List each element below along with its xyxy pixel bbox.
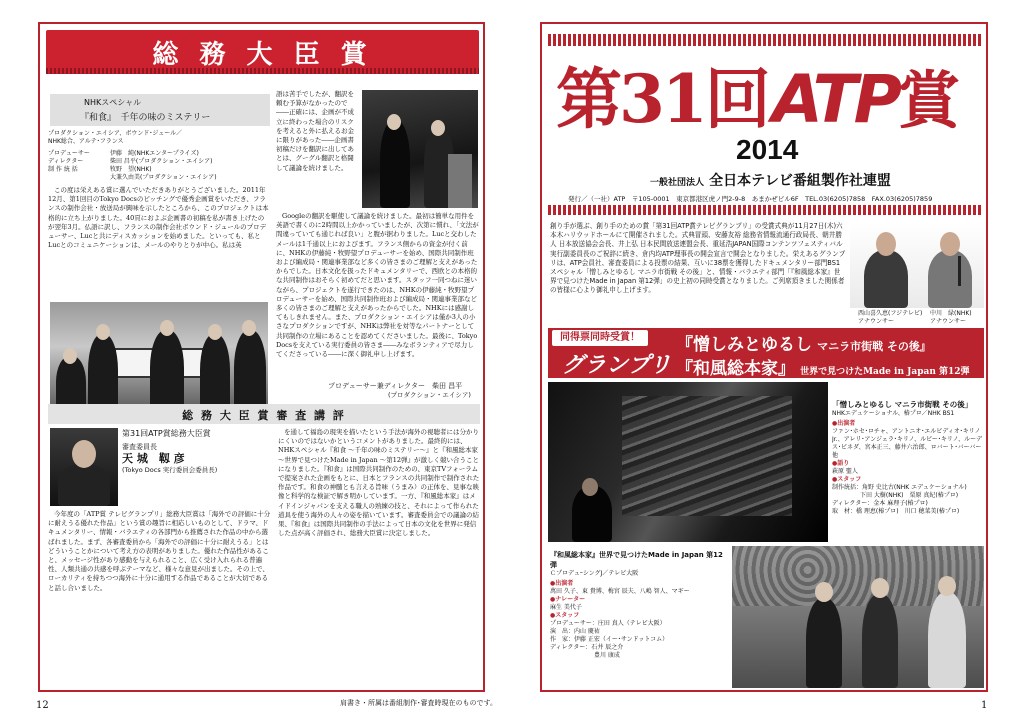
hosts-photo <box>850 222 984 308</box>
org-name: 全日本テレビ番組製作社連盟 <box>709 173 891 189</box>
person-silhouette <box>234 330 266 414</box>
person-head <box>815 582 833 602</box>
award1-producer: NHKエデュケーショナル、椿プロ／NHK BS1 <box>832 410 955 417</box>
award2-narrator-label: ●ナレーター <box>550 596 586 603</box>
award2-staff: 豊川 康成 <box>594 652 620 659</box>
person-head <box>63 348 77 364</box>
credit-row: 大兼久由美(プロダクション・エイシア) <box>110 174 217 181</box>
publisher-info: 発行／（一社）ATP 〒105-0001 東京都港区虎ノ門2-9-8 あまかぜビル6F TEL.03(6205)7858 FAX.03(6205)7859 <box>568 195 933 203</box>
award1-staff-label: ●スタッフ <box>832 476 862 483</box>
person-head <box>871 578 889 598</box>
reviewer-award: 第31回ATP賞総務大臣賞 <box>122 429 211 438</box>
person-silhouette <box>200 334 230 414</box>
gp1-subtitle: マニラ市街戦 その後』 <box>817 340 931 353</box>
person-head <box>387 114 401 130</box>
gp1-line <box>676 330 931 355</box>
header-stripe-top <box>548 34 982 46</box>
production-line1: プロダクション・エイシア、ボウンド･ジュール／ <box>48 130 183 137</box>
credit-row: 制 作 統 括 牧野 望(NHK) <box>48 166 152 173</box>
archive-screen <box>622 396 792 516</box>
signature-role: プロデューサー兼ディレクター 柴田 昌平 <box>328 382 463 390</box>
title-award: 賞 <box>898 64 961 137</box>
award1-narrator-label: ●語り <box>832 460 850 467</box>
review-column-1: 今年度の「ATP賞 テレビグランプリ」総務大臣賞は「海外での評価に十分に耐えうる優れた作品」という賞の趣旨に相応しいものとして、ドラマ、ドキュメンタリー、情報・バラエティの各部門から推薦された作品の中から選ばれました。まず、各審査委員から「海外での評価に十分に耐えうる」とはどういうことかについて考え方の表明がありました。優れた作品性があること、メッセージ性があり感動を与えられること、広く受け入れられる普遍性、人類共通の共感を呼ぶテーマなど、様々な意見が出ました。その上で、ローカリティを持ちつつ海外に十分に通用する作品であることが大切であると話し合いました。 <box>48 510 271 592</box>
award2-staff: 演 出：内山 慶祐 <box>550 628 600 635</box>
award2-staff: ディレクター：石井 辰之介 <box>550 644 624 651</box>
award2-staff: 作 家：伊藤 正宏（イー･サンドットコム） <box>550 636 669 643</box>
award2-producer: ＣプロデュｰシングJ／テレビ大阪 <box>550 570 639 577</box>
host-2-name: 中川 緑(NHK) <box>930 310 972 317</box>
person-head <box>242 320 256 336</box>
header-stripe-bottom <box>548 205 982 215</box>
person-silhouette <box>928 250 972 308</box>
org-prefix: 一般社団法人 <box>650 178 705 188</box>
gp2-subtitle: 世界で見つけたMade in Japan 第12弾 <box>800 367 970 377</box>
reviewer-name: 天 城 靱 彦 <box>122 452 185 465</box>
gp1-title: 『憎しみとゆるし <box>676 335 812 355</box>
simultaneous-badge: 同得票同時受賞！ <box>552 330 648 346</box>
person-head <box>876 232 896 256</box>
reviewer-box <box>122 428 272 508</box>
signature-org: (プロダクション・エイシア) <box>388 391 471 399</box>
award1-details <box>832 400 984 550</box>
award2-title: 『和風総本家』世界で見つけたMade in Japan 第12弾 <box>550 551 723 569</box>
person-head <box>160 320 174 336</box>
body-column-3: Googleの翻訳を駆使して議論を続けました。最初は簡単な用件を英語で書くのに2時間以上かかっていましたが、次第に慣れ、「文法が間違っていても通じれば良い」と腹が据わりました。Lucと交わしたメールは1千通以上におよびます。フランス側からの資金が付く前に、NHKの伊藤純・牧野望プロデューサーを始め、国際共同制作班および編成局・関連事業部など多くの皆さまのご理解と支えがあったからでした。日本文化を扱ったドキュメンタリーで、西欧との本格的な共同制作はおそらく初めてだと思います。スタッフ一同つねに迷いながら、プロジェクトを遂行できたのは、NHKの伊藤純・牧野望プロデューサーを始め、国際共同制作班および編成局・関連事業部など多くの皆さまのご理解と支えがあったからでした。NHKには感謝してもしきれません。また、プロダクション・エイシアは僅か3人の小さなプロダクションですが、NHKは弊社を対等なパートナーとして共同制作の立場にあることを認めてくださいました。最後に、Tokyo Docsを支えている実行委員の皆さま――みなボランティアで尽力してくださっている――に深く御礼申し上げます。 <box>276 212 479 359</box>
host-2-role: アナウンサー <box>930 318 967 325</box>
title-atp: ATP <box>771 61 899 138</box>
award1-title: 「憎しみとゆるし マニラ市街戦 その後」 <box>832 400 973 409</box>
ceremony-group-photo <box>50 302 268 414</box>
host-1 <box>858 310 922 326</box>
person-silhouette <box>380 120 410 208</box>
title-banner <box>46 30 479 74</box>
grand-prix-label: グランプリ <box>562 352 672 378</box>
footer-note: 肩書き・所属は番組制作･審査時現在のものです。 <box>340 699 497 707</box>
award2-details <box>550 550 728 690</box>
review-column-2: を通して福島の現実を描いたという手法が海外の視聴者には分かりにくいのではないかというコメントがありました。最終的には、NHKスペシャル『和食 ～千年の味のミステリー～』と『和風総本家 ～世界で見つけたMade in Japan ～第12弾』が激しく競い合うことになりました。『和食』は国際共同制作のための、東京TVフォーラムで提案された企画をもとに、日本とフランスの共同制作で制作された作品です。和食の神髄とも言える旨味（うまみ）の正体を、見事な映像と科学的な検証で解き明かしています。一方、『和風総本家』はメイドインジャパンを支える職人の熟練の技と、それによって作られた道具を使う海外の人々の姿を描いています。審査委員会での議論の結果、『和食』は国際共同制作の手法によって日本の文化を世界に発信した点が高く評価され、総務大臣賞に決定しました。 <box>278 428 480 538</box>
person-silhouette <box>58 464 110 506</box>
header-title <box>556 46 976 142</box>
production-line2: NHK総合、アルテ･フランス <box>48 138 124 145</box>
award2-staff-label: ●スタッフ <box>550 612 580 619</box>
person-head <box>582 478 598 496</box>
title-edition: 第31回 <box>556 60 768 138</box>
right-page <box>540 22 988 692</box>
award1-cast: ファン･ホセ･ロチャ、アントニオ･エルビディオ･キリノ Jr.、アレリ･アンジェラ･キリノ、ルビー･キリノ、ルーデス･ビネダ、宮本正三、藤井六治郎、ロバート･バーバー他 <box>832 428 983 459</box>
award1-staff: ディレクター：金本 麻理子(椿プロ) <box>832 500 928 507</box>
host-1-name: 西山喜久恵(フジテレビ) <box>858 310 923 317</box>
person-silhouette <box>862 594 898 688</box>
award1-cast-label: ●出演者 <box>832 420 856 427</box>
award2-cast: 萬田 久子、東 貴博、梅宮 辰夫、八嶋 智人、マギー <box>550 588 690 595</box>
reviewer-photo <box>50 428 118 506</box>
award-title: 総 務 大 臣 賞 <box>152 40 373 70</box>
person-silhouette <box>150 330 184 414</box>
award2-staff: プロデューサー：庄田 真人（テレビ大阪） <box>550 620 666 627</box>
speech-photo <box>362 90 478 208</box>
body-column-2: 語は苦手でしたが、翻訳を頼む予算がなかったので――正確には、企画が不成立に終わった場合のリスクを考えると外に払えるお金に限りがあった――企画書初稿だけを翻訳に出してあとは、グーグル翻訳と格闘して議論を続けました。 <box>276 90 354 172</box>
documentary-still-photo <box>548 382 828 542</box>
person-silhouette <box>928 592 966 688</box>
page-number-right: 1 <box>981 700 988 711</box>
award-certificate <box>114 348 154 378</box>
person-silhouette <box>864 250 908 308</box>
person-silhouette <box>806 598 842 688</box>
person-head <box>431 120 445 136</box>
edition-year: 2014 <box>736 134 799 165</box>
person-head <box>938 576 956 596</box>
review-title: 総 務 大 臣 賞 審 査 講 評 <box>182 409 346 422</box>
host-1-role: アナウンサー <box>858 318 895 325</box>
reviewer-org: (Tokyo Docs 実行委員会委員長) <box>122 466 218 474</box>
person-silhouette <box>88 334 118 414</box>
credit-row: ディレクター 柴田 昌平(プロダクション・エイシア) <box>48 158 213 165</box>
credits-list <box>48 150 273 182</box>
body-column-1: この度は栄えある賞に選んでいただきありがとうございました。2011年12月、第1回目のTokyo Docsのピッチングで優秀企画賞をいただき、フランスの制作会社・放送局が興味を示したところから、このプロジェクトは本格的に立ち上がりました。40頁におよぶ企画書の初稿を私が書き上げたのが翌年3月。仏語に訳し、フランスの制作会社ボウンド・ジュールのプロデューサー、Lucと共にディスカッションを始めました。といっても、私とLucとのコミュニケーションは、メールのやりとりが中心。私は英 <box>48 186 269 250</box>
award1-staff: 制作統括：角野 史比古(NHK エデュケーショナル) <box>832 484 967 491</box>
review-header <box>48 404 480 424</box>
reviewer-role: 審査委員長 <box>122 443 157 451</box>
award1-staff: 下田 大樹(NHK) 栗原 真紀(椿プロ) <box>860 492 959 499</box>
program-title: 『和食』 千年の味のミステリー <box>80 113 211 123</box>
variety-show-photo <box>732 546 984 688</box>
microphone-icon <box>958 256 961 286</box>
grand-prix-banner <box>548 328 984 378</box>
lectern <box>448 154 472 208</box>
intro-text: 創り手が選ぶ、創り手のための賞「第31回ATP賞テレビグランプリ」の受賞式典が11月27日(木)六本木ハリウッドホールにて開催されました。式典冒頭、安藤友裕 総務省情報流通行政局長、朝井勝人 日本放送協会会長、井上弘 日本民間放送連盟会長、重延浩JAPAN国際コンテンツフェスティバル実行副委員長のご祝辞に続き、倉内均ATP理事長の開会宣言で開会となりました。栄えあるグランプリは、ATP会員社、審査委員による投票の結果、互いに38票を獲得したドキュメンタリー部門BS1スペシャル「憎しみとゆるし マニラ市街戦 その後」と、情報・バラエティ部門「『和風総本家』世界で見つけたMade in Japan 第12弾」の史上初の同時受賞となりました。ご列席頂きました関係者の皆様に心より御礼申し上げます。 <box>550 222 846 295</box>
host-2 <box>930 310 972 326</box>
award1-narrator: 萩原 聖人 <box>832 468 858 475</box>
credit-row: プロデューサー 伊藤 純(NHKエンタープライズ) <box>48 150 199 157</box>
person-head <box>940 232 960 256</box>
person-head <box>72 440 96 468</box>
program-header <box>50 94 270 126</box>
organizer <box>650 170 891 190</box>
left-page <box>38 22 485 692</box>
person-head <box>208 324 222 340</box>
person-head <box>96 324 110 340</box>
award1-staff: 取 材：橋 理恵(椿プロ) 川口 穂菜美(椿プロ) <box>832 508 960 515</box>
page-number-left: 12 <box>36 700 49 711</box>
program-network: NHKスペシャル <box>84 98 142 107</box>
gp2-title: 『和風総本家』 <box>676 359 795 379</box>
award2-cast-label: ●出演者 <box>550 580 574 587</box>
award2-narrator: 麻生 美代子 <box>550 604 582 611</box>
gp2-line <box>676 354 970 379</box>
